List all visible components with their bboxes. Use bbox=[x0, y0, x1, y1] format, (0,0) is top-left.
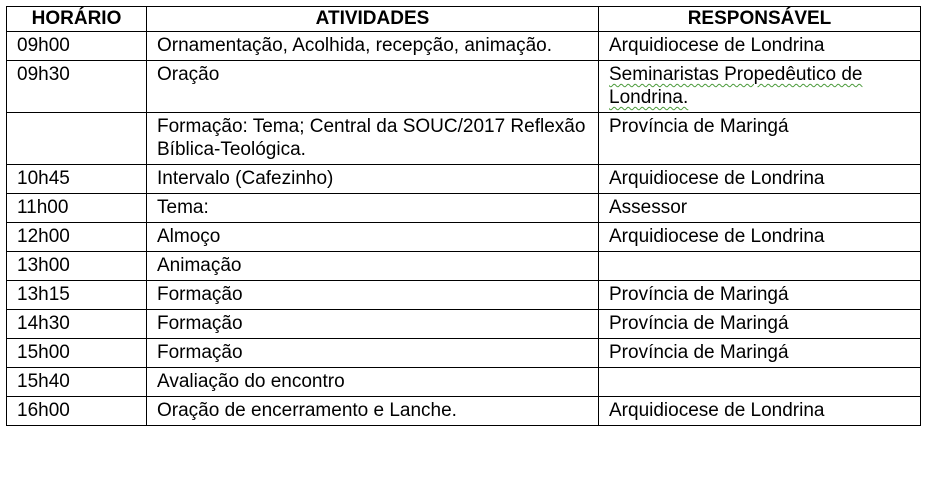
activity-cell: Intervalo (Cafezinho) bbox=[147, 165, 599, 194]
table-row bbox=[7, 194, 921, 223]
responsible-cell: Arquidiocese de Londrina bbox=[599, 223, 921, 252]
table-row bbox=[7, 61, 921, 113]
responsible-cell: Província de Maringá bbox=[599, 310, 921, 339]
responsible-cell: Arquidiocese de Londrina bbox=[599, 397, 921, 426]
responsible-cell: Província de Maringá bbox=[599, 113, 921, 165]
table-row bbox=[7, 310, 921, 339]
responsible-cell bbox=[599, 252, 921, 281]
table-row bbox=[7, 368, 921, 397]
activity-cell: Formação bbox=[147, 310, 599, 339]
header-responsible: RESPONSÁVEL bbox=[599, 7, 921, 32]
schedule-document bbox=[6, 6, 921, 426]
activity-cell: Oração bbox=[147, 61, 599, 113]
activity-cell: Formação bbox=[147, 339, 599, 368]
time-cell: 13h00 bbox=[7, 252, 147, 281]
table-row bbox=[7, 339, 921, 368]
schedule-table bbox=[6, 6, 921, 426]
responsible-cell: Província de Maringá bbox=[599, 281, 921, 310]
activity-cell: Ornamentação, Acolhida, recepção, animação. bbox=[147, 32, 599, 61]
time-cell: 14h30 bbox=[7, 310, 147, 339]
responsible-cell: Arquidiocese de Londrina bbox=[599, 165, 921, 194]
table-row bbox=[7, 165, 921, 194]
responsible-cell: Arquidiocese de Londrina bbox=[599, 32, 921, 61]
activity-cell: Tema: bbox=[147, 194, 599, 223]
table-row bbox=[7, 281, 921, 310]
time-cell: 13h15 bbox=[7, 281, 147, 310]
header-time: HORÁRIO bbox=[7, 7, 147, 32]
time-cell: 09h00 bbox=[7, 32, 147, 61]
table-row bbox=[7, 32, 921, 61]
responsible-cell: Província de Maringá bbox=[599, 339, 921, 368]
header-activity: ATIVIDADES bbox=[147, 7, 599, 32]
responsible-text: Seminaristas Propedêutico de Londrina. bbox=[609, 64, 863, 108]
time-cell: 09h30 bbox=[7, 61, 147, 113]
table-row bbox=[7, 113, 921, 165]
responsible-cell bbox=[599, 368, 921, 397]
activity-cell: Almoço bbox=[147, 223, 599, 252]
responsible-cell: Assessor bbox=[599, 194, 921, 223]
activity-cell: Oração de encerramento e Lanche. bbox=[147, 397, 599, 426]
responsible-cell bbox=[599, 61, 921, 113]
time-cell: 15h00 bbox=[7, 339, 147, 368]
header-row bbox=[7, 7, 921, 32]
time-cell bbox=[7, 113, 147, 165]
time-cell: 10h45 bbox=[7, 165, 147, 194]
time-cell: 11h00 bbox=[7, 194, 147, 223]
activity-cell: Animação bbox=[147, 252, 599, 281]
time-cell: 12h00 bbox=[7, 223, 147, 252]
activity-cell: Formação: Tema; Central da SOUC/2017 Reflexão Bíblica-Teológica. bbox=[147, 113, 599, 165]
table-row bbox=[7, 252, 921, 281]
activity-cell: Formação bbox=[147, 281, 599, 310]
table-row bbox=[7, 397, 921, 426]
table-row bbox=[7, 223, 921, 252]
time-cell: 15h40 bbox=[7, 368, 147, 397]
activity-cell: Avaliação do encontro bbox=[147, 368, 599, 397]
time-cell: 16h00 bbox=[7, 397, 147, 426]
